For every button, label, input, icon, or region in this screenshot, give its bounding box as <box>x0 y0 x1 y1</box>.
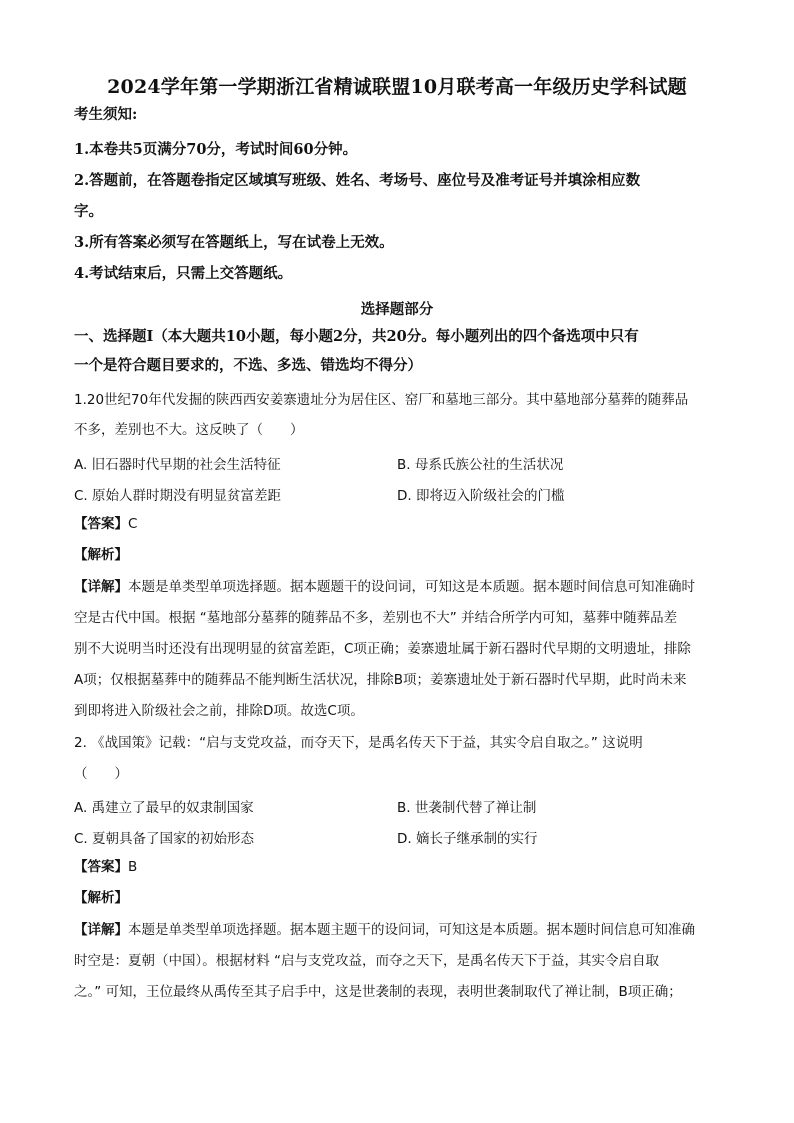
q2-option-d: D. 嫡长子继承制的实行 <box>397 831 538 847</box>
q2-option-a: A. 禹建立了最早的奴隶制国家 <box>74 800 254 816</box>
notice-item-3: 3.所有答案必须写在答题纸上，写在试卷上无效。 <box>74 234 394 251</box>
notice-item-2-cont: 字。 <box>74 203 103 220</box>
q2-option-b: B. 世袭制代替了禅让制 <box>397 800 537 816</box>
q1-stem-line1: 1.20世纪70年代发掘的陕西西安姜寨遗址分为居住区、窑厂和墓地三部分。其中墓地部分墓葬的随葬品 <box>74 392 689 408</box>
q1-option-c: C. 原始人群时期没有明显贫富差距 <box>74 488 282 504</box>
answer-label-2: 【答案】 <box>74 859 128 875</box>
q2-detail-line3: 之。” 可知，王位最终从禹传至其子启手中，这是世袭制的表现，表明世袭制取代了禅让制，B项正确； <box>74 984 682 1000</box>
section-instruction-line2: 一个是符合题目要求的，不选、多选、错选均不得分） <box>74 357 422 374</box>
section-instruction-line1: 一、选择题Ⅰ（本大题共10小题，每小题2分，共20分。每小题列出的四个备选项中只有 <box>74 328 639 345</box>
q1-detail-line2: 空是古代中国。根据 “墓地部分墓葬的随葬品不多，差别也不大” 并结合所学内可知，墓葬中随葬品差 <box>74 610 678 626</box>
detail-label: 【详解】 <box>74 579 128 595</box>
q1-detail-line1: 【详解】本题是单类型单项选择题。据本题题干的设问词，可知这是本质题。据本题时间信息可知准确时 <box>74 579 695 595</box>
q1-detail-line5: 到即将进入阶级社会之前，排除D项。故选C项。 <box>74 703 364 719</box>
q1-answer <box>74 515 722 533</box>
q1-answer-value: C <box>128 516 138 532</box>
answer-label: 【答案】 <box>74 516 128 532</box>
q1-stem-line2: 不多，差别也不大。这反映了（ ） <box>74 422 304 438</box>
q2-analysis-label: 【解析】 <box>74 890 128 906</box>
q2-answer <box>74 858 722 876</box>
q1-option-a: A. 旧石器时代早期的社会生活特征 <box>74 457 281 473</box>
page-title: 2024学年第一学期浙江省精诚联盟10月联考高一年级历史学科试题 <box>107 76 687 98</box>
q2-option-c: C. 夏朝具备了国家的初始形态 <box>74 831 255 847</box>
q1-analysis-label: 【解析】 <box>74 547 128 563</box>
q2-stem-line2: （ ） <box>74 766 128 782</box>
notice-item-2: 2.答题前，在答题卷指定区域填写班级、姓名、考场号、座位号及准考证号并填涂相应数 <box>74 172 641 189</box>
q2-stem-line1: 2. 《战国策》记载：“启与支党攻益，而夺天下，是禹名传天下于益，其实令启自取之。” 这说明 <box>74 735 643 751</box>
q2-answer-value: B <box>128 859 138 875</box>
detail-label-2: 【详解】 <box>74 922 128 938</box>
section-title: 选择题部分 <box>360 301 434 318</box>
q1-detail-line4: A项；仅根据墓葬中的随葬品不能判断生活状况，排除B项；姜寨遗址处于新石器时代早期，此时尚未来 <box>74 672 687 688</box>
notice-heading: 考生须知: <box>74 106 138 123</box>
q1-option-d: D. 即将迈入阶级社会的门槛 <box>397 488 565 504</box>
q2-detail-line1: 【详解】本题是单类型单项选择题。据本题主题干的设问词，可知这是本质题。据本题时间信息可知准确 <box>74 922 695 938</box>
q2-detail-line2: 时空是：夏朝（中国）。根据材料 “启与支党攻益，而夺之天下，是禹名传天下于益，其实令启自取 <box>74 953 660 969</box>
q1-detail-line3: 别不大说明当时还没有出现明显的贫富差距，C项正确；姜寨遗址属于新石器时代早期的文明遗址，排除 <box>74 641 691 657</box>
notice-item-1: 1.本卷共5页满分70分，考试时间60分钟。 <box>74 141 358 158</box>
q1-option-b: B. 母系氏族公社的生活状况 <box>397 457 564 473</box>
notice-item-4: 4.考试结束后，只需上交答题纸。 <box>74 265 293 282</box>
